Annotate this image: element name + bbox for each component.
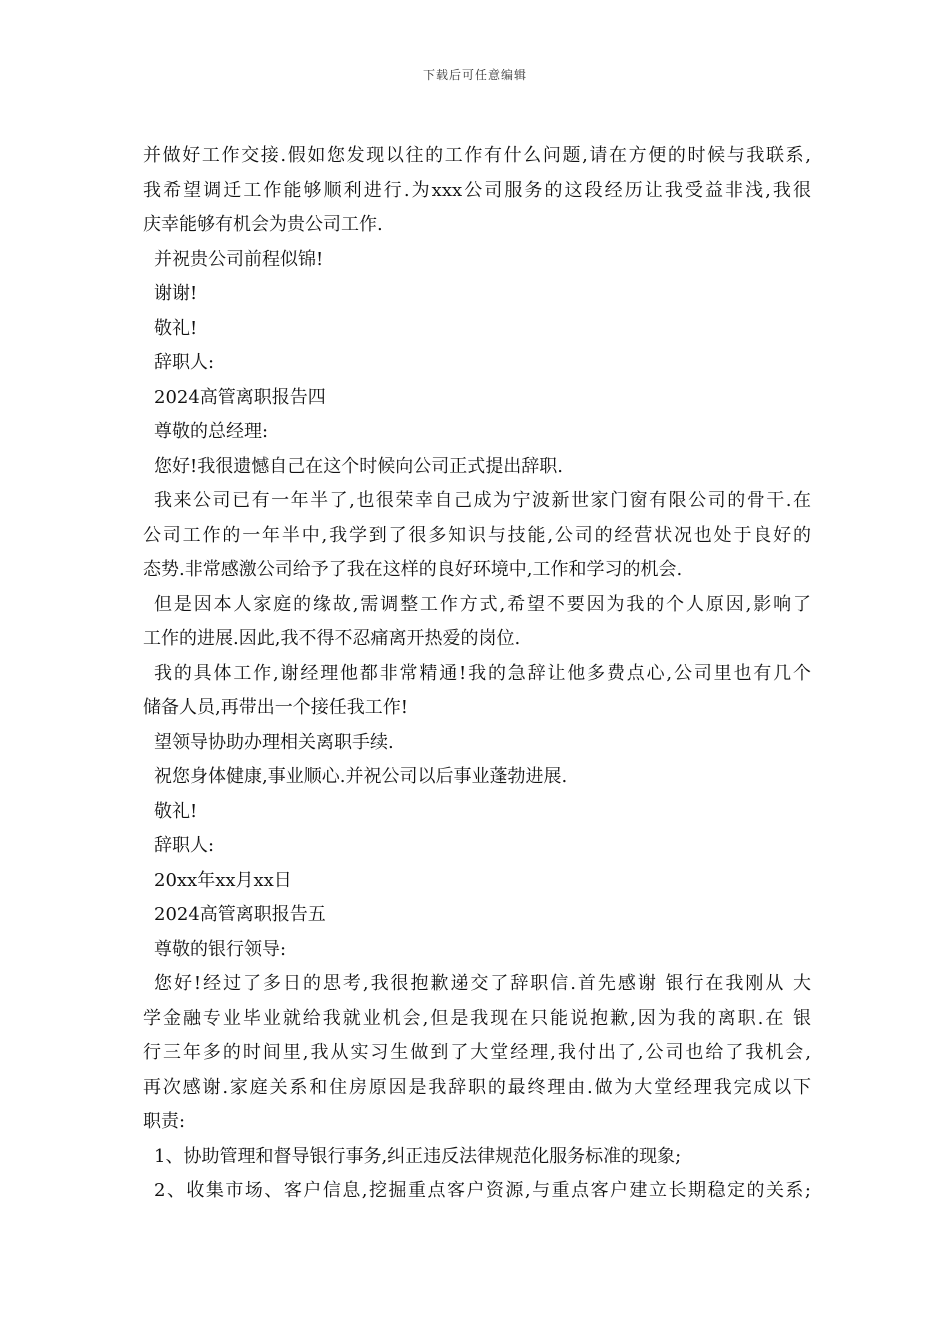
text-line: 您好!经过了多日的思考,我很抱歉递交了辞职信.首先感谢 银行在我刚从 大	[154, 973, 811, 994]
text-line: 您好!我很遗憾自己在这个时候向公司正式提出辞职.	[154, 455, 563, 477]
text-line: 敬礼!	[154, 317, 198, 339]
text-line: 2024高管离职报告五	[154, 904, 326, 925]
text-line: 望领导协助办理相关离职手续.	[154, 731, 394, 753]
text-line: 态势.非常感激公司给予了我在这样的良好环境中,工作和学习的机会.	[143, 559, 683, 580]
text-line: 职责:	[143, 1111, 186, 1132]
text-line: 庆幸能够有机会为贵公司工作.	[143, 214, 383, 235]
text-line: 20xx年xx月xx日	[154, 869, 292, 891]
text-line: 我来公司已有一年半了,也很荣幸自己成为宁波新世家门窗有限公司的骨干.在	[154, 490, 811, 511]
page-header: 下载后可任意编辑	[422, 68, 527, 82]
text-line: 但是因本人家庭的缘故,需调整工作方式,希望不要因为我的个人原因,影响了	[154, 593, 811, 615]
text-line: 辞职人:	[154, 352, 215, 373]
text-line: 尊敬的银行领导:	[154, 938, 287, 960]
text-line: 敬礼!	[154, 800, 198, 822]
text-line: 并祝贵公司前程似锦!	[154, 248, 324, 270]
text-line: 谢谢!	[154, 283, 198, 304]
text-line: 公司工作的一年半中,我学到了很多知识与技能,公司的经营状况也处于良好的	[143, 524, 811, 546]
text-line: 储备人员,再带出一个接任我工作!	[143, 697, 408, 718]
document-body	[143, 139, 811, 1209]
text-line: 学金融专业毕业就给我就业机会,但是我现在只能说抱歉,因为我的离职.在 银	[143, 1007, 811, 1029]
text-line: 工作的进展.因此,我不得不忍痛离开热爱的岗位.	[143, 628, 521, 649]
text-line: 2024高管离职报告四	[154, 386, 326, 408]
text-line: 行三年多的时间里,我从实习生做到了大堂经理,我付出了,公司也给了我机会,	[143, 1042, 811, 1063]
text-line: 辞职人:	[154, 835, 215, 856]
text-line: 2、收集市场、客户信息,挖掘重点客户资源,与重点客户建立长期稳定的关系;	[154, 1180, 811, 1201]
text-line: 并做好工作交接.假如您发现以往的工作有什么问题,请在方便的时候与我联系,	[143, 145, 811, 166]
text-line: 我的具体工作,谢经理他都非常精通!我的急辞让他多费点心,公司里也有几个	[154, 662, 811, 684]
text-line: 祝您身体健康,事业顺心.并祝公司以后事业蓬勃进展.	[154, 766, 568, 787]
text-line: 1、协助管理和督导银行事务,纠正违反法律规范化服务标准的现象;	[154, 1145, 682, 1167]
text-line: 我希望调迁工作能够顺利进行.为xxx公司服务的这段经历让我受益非浅,我很	[143, 179, 811, 201]
text-line: 尊敬的总经理:	[154, 421, 269, 442]
text-line: 再次感谢.家庭关系和住房原因是我辞职的最终理由.做为大堂经理我完成以下	[143, 1076, 811, 1098]
